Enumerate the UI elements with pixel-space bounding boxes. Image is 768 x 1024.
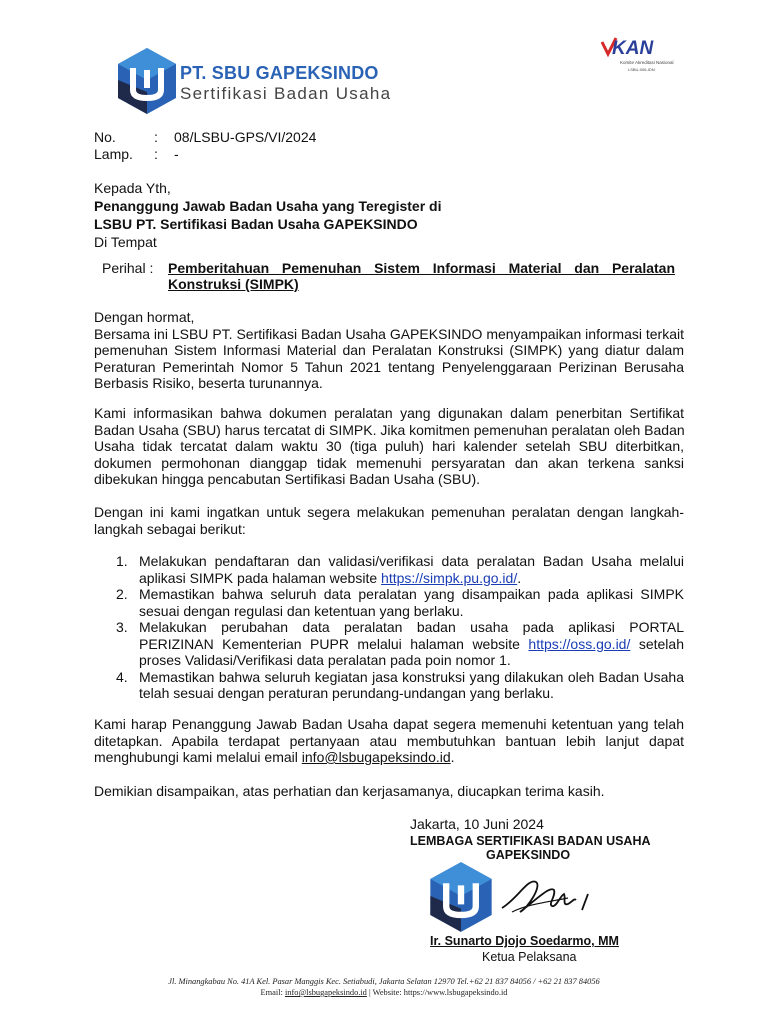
recipient-salutation: Kepada Yth,	[94, 180, 171, 196]
paragraph-line: Kami harap Penanggung Jawab Badan Usaha dapat segera memenuhi ketentuan yang telah	[94, 716, 684, 732]
footer-website-link[interactable]: https://www.lsbugapeksindo.id	[403, 988, 508, 997]
list-item-text: PERIZINAN Kementerian PUPR melalui halaman website	[139, 635, 529, 652]
subject-line-2: Konstruksi (SIMPK)	[168, 276, 299, 292]
list-item-text: .	[517, 569, 522, 586]
paragraph-line: dibekukan hingga pencabutan Sertifikasi Badan Usaha (SBU).	[94, 471, 481, 487]
footer-separator: | Website:	[366, 988, 404, 997]
recipient-place: Di Tempat	[94, 234, 157, 250]
list-item-line: proses Validasi/Verifikasi data peralatan pada poin nomor 1.	[139, 652, 511, 668]
paragraph-reminder	[94, 504, 684, 537]
recipient-name: Penanggung Jawab Badan Usaha yang Teregister di	[94, 198, 442, 214]
paragraph-line	[94, 749, 684, 766]
simpk-link[interactable]: https://simpk.pu.go.id/	[381, 569, 518, 586]
list-item-line: sesuai dengan regulasi dan ketentuan yang berlaku.	[139, 602, 464, 619]
paragraph-line: Badan Usaha (SBU) harus tercatat di SIMPK. Jika komitmen pemenuhan peralatan oleh Badan	[94, 421, 685, 438]
paragraph-line: Dengan ini kami ingatkan untuk segera melakukan pemenuhan peralatan dengan langkah-	[94, 504, 684, 520]
paragraph-text: menghubungi kami melalui email	[94, 749, 302, 765]
closing-text: Demikian disampaikan, atas perhatian dan kerjasamanya, diucapkan terima kasih.	[94, 783, 605, 799]
paragraph-text: .	[450, 749, 455, 765]
sign-city-date: Jakarta, 10 Juni 2024	[410, 816, 544, 832]
steps-list	[116, 553, 684, 702]
paragraph-line: Usaha tidak tercatat dalam waktu 30 (tiga puluh) hari kalender setelah SBU diterbitkan,	[94, 438, 684, 454]
paragraph-line: dokumen permohonan dianggap tidak memenuhi persyaratan dan akan terkena sanksi	[94, 454, 684, 471]
list-item-line: Memastikan bahwa seluruh kegiatan jasa konstruksi yang dilakukan oleh Badan Usaha	[139, 668, 684, 685]
footer-address: Jl. Minangkabau No. 41A Kel. Pasar Manggis Kec. Setiabudi, Jakarta Selatan 12970 Tel.+62 21 837 84056 / +62 21 837 84056	[168, 977, 600, 986]
company-logo-icon	[116, 46, 178, 116]
paragraph-line: Berbasis Risiko, beserta turunannya.	[94, 375, 323, 391]
oss-link[interactable]: https://oss.go.id/	[528, 635, 631, 652]
footer-contact	[0, 988, 768, 997]
list-item-number: 3.	[116, 619, 128, 635]
paragraph-info	[94, 405, 684, 488]
list-item-text: setelah	[630, 635, 684, 652]
list-item	[116, 669, 684, 702]
list-item-line	[139, 570, 684, 587]
subject-text	[168, 260, 675, 292]
signatory-name: Ir. Sunarto Djojo Soedarmo, MM	[430, 934, 619, 948]
kan-logo-icon	[598, 36, 680, 76]
ref-number-colon: :	[154, 129, 158, 145]
ref-number-label: No.	[94, 129, 116, 145]
paragraph-line: Peraturan Pemerintah Nomor 5 Tahun 2021 tentang Penyelenggaraan Perizinan Berusaha	[94, 358, 684, 375]
stamp-logo-icon	[428, 860, 494, 934]
email-link[interactable]: info@lsbugapeksindo.id	[301, 749, 451, 765]
list-item-number: 4.	[116, 668, 128, 685]
list-item-number: 2.	[116, 586, 128, 602]
footer-email-label: Email:	[260, 988, 285, 997]
ref-attachment-value: -	[174, 146, 179, 162]
company-subtitle: Sertifikasi Badan Usaha	[180, 84, 392, 103]
paragraph-line: ditetapkan. Apabila terdapat pertanyaan atau membutuhkan bantuan lebih lanjut dapat	[94, 732, 684, 749]
footer-email-link[interactable]: info@lsbugapeksindo.id	[284, 988, 367, 997]
paragraph-request	[94, 716, 684, 766]
list-item-number: 1.	[116, 553, 128, 569]
recipient-address	[94, 179, 442, 251]
greeting: Dengan hormat,	[94, 309, 195, 325]
company-name: PT. SBU GAPEKSINDO	[180, 63, 379, 83]
ref-number-value: 08/LSBU-GPS/VI/2024	[174, 129, 317, 145]
paragraph-line: langkah sebagai berikut:	[94, 520, 246, 537]
list-item	[116, 586, 684, 619]
list-item-line: Melakukan perubahan data peralatan badan usaha pada aplikasi PORTAL	[139, 619, 684, 635]
list-item-line: Melakukan pendaftaran dan validasi/verifikasi data peralatan Badan Usaha melalui	[139, 553, 684, 569]
handwritten-signature-icon	[498, 868, 618, 928]
kan-logo-code: LSBU-006-IDN	[628, 67, 655, 72]
paragraph-line: Bersama ini LSBU PT. Sertifikasi Badan Usaha GAPEKSINDO menyampaikan informasi terkait	[94, 325, 684, 342]
paragraph-intro	[94, 309, 684, 392]
kan-logo-subtitle: Komite Akreditasi Nasional	[620, 60, 674, 65]
ref-attachment-colon: :	[154, 146, 158, 162]
subject-label: Perihal :	[102, 260, 154, 276]
sign-org-line-1: LEMBAGA SERTIFIKASI BADAN USAHA	[410, 834, 651, 848]
list-item-line	[139, 636, 684, 653]
sign-org-line-2: GAPEKSINDO	[486, 848, 571, 862]
paragraph-line: Kami informasikan bahwa dokumen peralatan yang digunakan dalam penerbitan Sertifikat	[94, 405, 684, 421]
recipient-org: LSBU PT. Sertifikasi Badan Usaha GAPEKSINDO	[94, 216, 418, 232]
list-item-line: telah sesuai dengan peraturan perundang-undangan yang berlaku.	[139, 685, 554, 701]
list-item	[116, 619, 684, 669]
ref-attachment-label: Lamp.	[94, 146, 133, 162]
list-item-line: Memastikan bahwa seluruh data peralatan yang disampaikan pada aplikasi SIMPK	[139, 586, 684, 602]
signatory-title: Ketua Pelaksana	[482, 950, 577, 964]
paragraph-line: pemenuhan Sistem Informasi Material dan Peralatan Konstruksi (SIMPK) yang diatur dalam	[94, 342, 684, 358]
list-item	[116, 553, 684, 586]
kan-logo-text: KAN	[612, 38, 654, 59]
subject-line-1: Pemberitahuan Pemenuhan Sistem Informasi Material dan Peralatan	[168, 260, 675, 276]
list-item-text: aplikasi SIMPK pada halaman website	[139, 569, 382, 586]
